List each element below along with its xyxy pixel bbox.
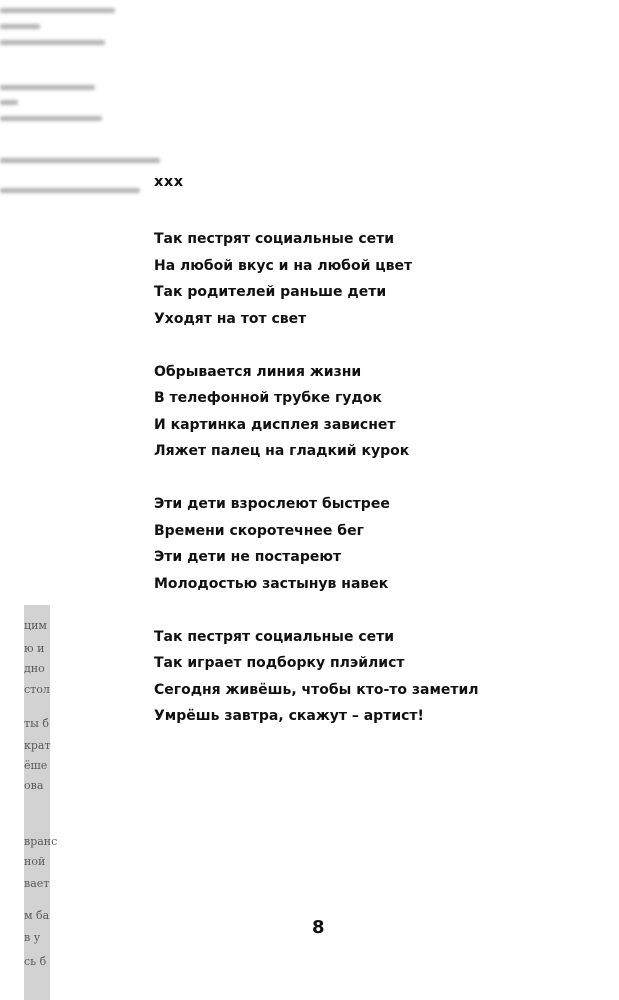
poem-line: Эти дети не постареют [154,549,342,565]
poem-line: Времени скоротечнее бег [154,522,364,539]
stanza-4 [154,624,594,730]
poem-line: Так играет подборку плэйлист [154,655,405,671]
strip-fragment: ёше [24,759,48,772]
strip-fragment: дно [24,662,45,675]
poem-line: И картинка дисплея зависнет [154,416,396,433]
strip-fragment: стол [24,683,50,696]
poem-line: Обрывается линия жизни [154,363,362,380]
poem-line: В телефонной трубке гудок [154,390,382,406]
poem-line: Сегодня живёшь, чтобы кто-то заметил [154,681,479,698]
stanza-3 [154,491,594,597]
bleed-through-text [0,0,170,200]
poem-line: Так пестрят социальные сети [154,628,395,645]
strip-fragment: ной [24,855,46,868]
stanza-2 [154,359,594,465]
poem-line: Молодостью застынув навек [154,575,389,592]
poem-line: Эти дети взрослеют быстрее [154,496,390,512]
page-number: 8 [312,917,325,938]
strip-fragment: вает [24,877,50,890]
poem-body [154,226,594,756]
stanza-1 [154,226,594,332]
strip-fragment: вранс [24,835,58,848]
strip-fragment: цим [24,619,47,632]
poem-line: Так пестрят социальные сети [154,231,395,247]
poem-title: ххх [154,174,184,190]
strip-fragment: крат [24,739,51,752]
poem-line: На любой вкус и на любой цвет [154,257,413,274]
poem-line: Уходят на тот свет [154,310,307,327]
strip-fragment: ю и [24,642,45,655]
strip-fragment: м ба [24,909,50,922]
strip-fragment: в у [24,931,41,944]
poem-line: Так родителей раньше дети [154,284,387,300]
poem-line: Умрёшь завтра, скажут – артист! [154,708,424,724]
strip-fragment: сь б [24,955,47,968]
poem-line: Ляжет палец на гладкий курок [154,443,410,459]
strip-fragment: ты б [24,717,49,730]
scanned-page-strip [24,605,58,1000]
strip-fragment: ова [24,779,44,792]
